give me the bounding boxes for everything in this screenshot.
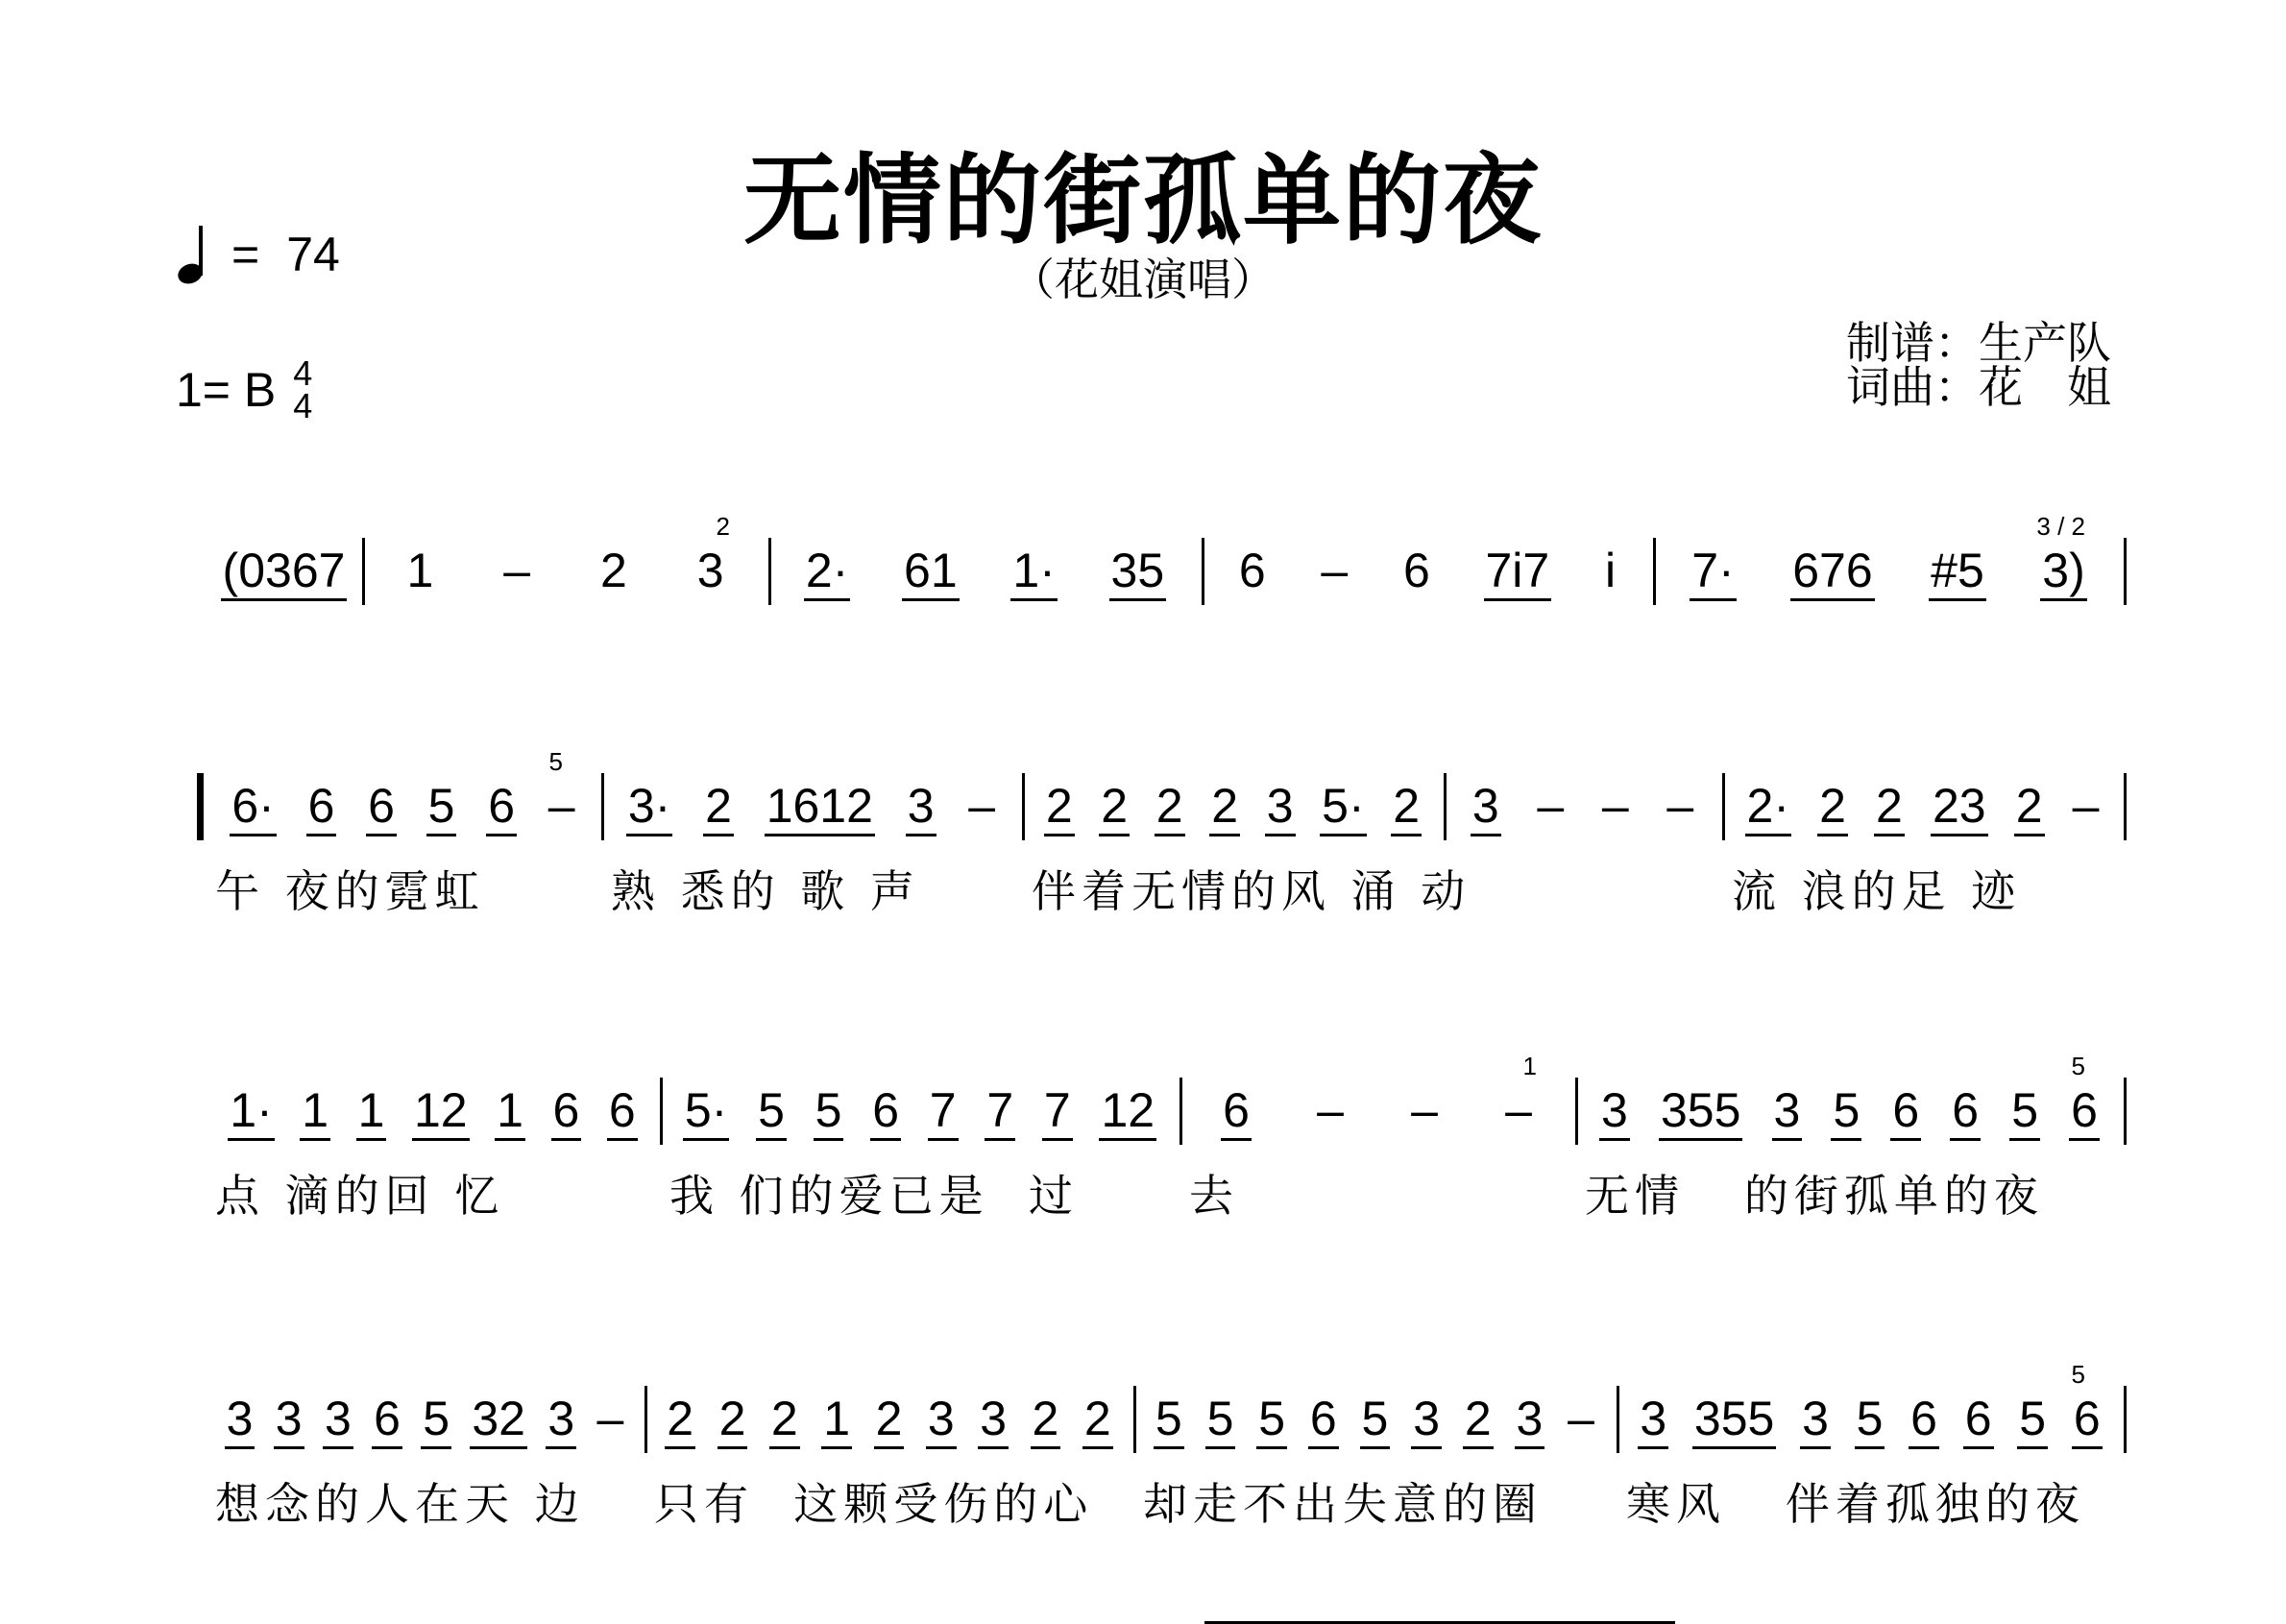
note: 3 [274, 1391, 304, 1449]
key-signature [176, 353, 313, 425]
measure [206, 1371, 644, 1563]
measure-notes [1211, 543, 1643, 601]
note: 7· [1690, 543, 1736, 601]
measure-notes [1143, 1391, 1607, 1449]
lyrics: 只有 这颗受伤的心 [654, 1478, 1094, 1530]
measure-notes [215, 1391, 635, 1449]
note: 3 [1638, 1391, 1668, 1449]
note: 5· [683, 1082, 729, 1141]
barline [2124, 773, 2127, 840]
note: 6 [1402, 544, 1430, 597]
note: 6 [2069, 1082, 2100, 1141]
measure-notes [1032, 778, 1434, 836]
time-signature [293, 353, 313, 425]
note: 1 [406, 544, 434, 597]
measure [768, 523, 1202, 715]
note: 6 [607, 1082, 638, 1141]
note: 676 [1790, 543, 1874, 601]
measure-notes [1663, 543, 2114, 601]
measure-notes [654, 1391, 1124, 1449]
note: 3 [323, 1391, 353, 1449]
note: – [547, 779, 575, 833]
note: 6 [486, 778, 517, 836]
note: 6 [372, 1391, 402, 1449]
note: 3 [1265, 778, 1296, 836]
note: – [1411, 1083, 1438, 1137]
measure [1444, 759, 1722, 951]
note: 1 [356, 1082, 387, 1141]
measure [1722, 759, 2124, 951]
note: 6 [306, 778, 337, 836]
note: – [596, 1392, 624, 1445]
measure-notes [215, 778, 592, 836]
note: 2 [1209, 778, 1240, 836]
song-title: 无情的街孤单的夜 [743, 144, 1543, 258]
note: 2 [1463, 1391, 1494, 1449]
grace-note: 2 [716, 512, 730, 541]
barline [2124, 538, 2127, 605]
note: 2 [599, 544, 627, 597]
note: 35 [1109, 543, 1167, 601]
barline [2124, 1078, 2127, 1145]
note: 6 [1221, 1082, 1252, 1141]
note: 3 [906, 778, 936, 836]
measure [644, 1371, 1133, 1563]
barline [2124, 1386, 2127, 1453]
lyrics: 熟 悉的 歌 声 [611, 865, 920, 917]
note: #5 [1929, 543, 1986, 601]
note: 3 [696, 544, 724, 597]
measure-notes [1189, 1082, 1566, 1141]
key-label: 1= B [176, 363, 277, 417]
score-row [0, 1052, 2286, 1255]
measure [1179, 1052, 1575, 1255]
lyrics: 伴着无情的风 涌 动 [1032, 865, 1471, 917]
note: 2 [717, 1391, 748, 1449]
note: 23 [1931, 778, 1988, 836]
note: 3 [1772, 1082, 1803, 1141]
note: 355 [1659, 1082, 1742, 1141]
score-row [0, 512, 2286, 715]
note: 5 [2009, 1082, 2040, 1141]
arranger-credit: 制谱：生产队 [1846, 317, 2111, 369]
note: 5 [421, 1391, 451, 1449]
note: 1612 [765, 778, 875, 836]
note: 1· [228, 1082, 274, 1141]
measure [1653, 512, 2124, 715]
note: 2 [1391, 778, 1422, 836]
tempo-bpm: 74 [286, 228, 340, 281]
measure-notes [778, 543, 1192, 601]
note: 6 [366, 778, 397, 836]
grace-note: 3 / 2 [2036, 512, 2085, 541]
tempo-marking [178, 226, 340, 283]
note: 3 [225, 1391, 255, 1449]
note: 2 [1082, 1391, 1113, 1449]
note: 2 [1155, 778, 1185, 836]
note: 5 [1831, 1082, 1861, 1141]
note: 7i7 [1484, 543, 1552, 601]
note: – [968, 779, 996, 833]
note: 5 [756, 1082, 787, 1141]
lyrics: 流 浪的足 迹 [1732, 865, 2022, 917]
note: 5· [1320, 778, 1366, 836]
note: 3 [1599, 1082, 1630, 1141]
measure [206, 747, 601, 951]
note: – [1537, 779, 1565, 833]
note: 7 [985, 1082, 1015, 1141]
measure-notes [1453, 778, 1713, 836]
measure-notes [1626, 1391, 2114, 1449]
note: 6 [1909, 1391, 1939, 1449]
lyrics-music-credit: 词曲：花 姐 [1846, 361, 2111, 413]
measure-notes [611, 778, 1012, 836]
measure [1202, 523, 1653, 715]
note: 6 [1950, 1082, 1981, 1141]
note: 6· [230, 778, 276, 836]
score-row [0, 747, 2286, 951]
note: i [1604, 544, 1617, 597]
tempo-equals: = [231, 228, 260, 281]
measure [206, 1063, 660, 1255]
note: – [1666, 779, 1694, 833]
note: – [1568, 1392, 1594, 1445]
measure [1575, 1052, 2124, 1255]
note: 3 [978, 1391, 1009, 1449]
note: 6 [870, 1082, 901, 1141]
lyrics: 想念的人在天 边 [215, 1478, 585, 1530]
note: 2 [1031, 1391, 1061, 1449]
note: 2 [665, 1391, 695, 1449]
note: – [1317, 1083, 1344, 1137]
note: 12 [1099, 1082, 1156, 1141]
note: 2 [1817, 778, 1848, 836]
note: 1· [1010, 543, 1057, 601]
note: 6 [1963, 1391, 1994, 1449]
score-row [0, 1360, 2286, 1563]
grace-note: 5 [2071, 1360, 2085, 1389]
note: 6 [551, 1082, 582, 1141]
note: 2 [769, 1391, 800, 1449]
lyrics: 去 [1189, 1170, 1239, 1222]
note: 2· [804, 543, 850, 601]
note: 2 [1044, 778, 1075, 836]
note: – [2072, 779, 2100, 833]
measure-notes [1585, 1082, 2114, 1141]
note: 1 [495, 1082, 525, 1141]
note: 2· [1745, 778, 1791, 836]
singer-credit: （花姐演唱） [1010, 254, 1276, 305]
note: 3 [1471, 778, 1501, 836]
measure [1022, 759, 1471, 951]
note: 5 [1360, 1391, 1391, 1449]
note: 5 [814, 1082, 844, 1141]
credits [1846, 317, 2111, 413]
note: 7 [928, 1082, 959, 1141]
grace-note: 5 [2071, 1052, 2085, 1080]
note: 12 [412, 1082, 470, 1141]
time-bottom: 4 [293, 386, 313, 425]
note: 6 [1308, 1391, 1339, 1449]
note: 3 [1411, 1391, 1442, 1449]
note: 3 [1515, 1391, 1545, 1449]
lyrics: 寒风 伴着孤独的夜 [1626, 1478, 2085, 1530]
grace-note: 5 [548, 747, 563, 776]
note: – [1601, 779, 1629, 833]
lyrics: 无情 的街孤单的夜 [1585, 1170, 2044, 1222]
note: 5 [426, 778, 457, 836]
note: 3) [2040, 543, 2086, 601]
note: 6 [2072, 1391, 2103, 1449]
note: 3 [546, 1391, 576, 1449]
note: – [1505, 1083, 1532, 1137]
note: 5 [1855, 1391, 1885, 1449]
note: 3 [1800, 1391, 1831, 1449]
lyrics: 点 滴的回 忆 [215, 1170, 505, 1222]
note: 2 [1099, 778, 1130, 836]
note: 5 [2017, 1391, 2048, 1449]
note: 1 [300, 1082, 330, 1141]
measure [362, 512, 768, 715]
note: 2 [2014, 778, 2045, 836]
measure-notes [215, 543, 353, 601]
measure [1133, 1371, 1617, 1563]
note: 7 [1042, 1082, 1073, 1141]
note: 355 [1692, 1391, 1776, 1449]
quarter-note-icon [178, 226, 205, 283]
note: 2 [703, 778, 734, 836]
lyrics: 却走不出失意的圈 [1143, 1478, 1543, 1530]
lyrics: 我 们的爱已是 过 [669, 1170, 1079, 1222]
time-top: 4 [293, 353, 313, 393]
note: 32 [470, 1391, 527, 1449]
measure [206, 523, 362, 715]
measure-notes [215, 1082, 650, 1141]
note: 5 [1154, 1391, 1184, 1449]
note: 3· [626, 778, 672, 836]
note: 1 [821, 1391, 852, 1449]
note: 3 [926, 1391, 957, 1449]
note: – [503, 544, 531, 597]
repeat-start-sign [197, 773, 204, 840]
note: 61 [902, 543, 960, 601]
note: (0367 [221, 543, 348, 601]
measure [660, 1063, 1179, 1255]
grace-note: 1 [1522, 1052, 1537, 1080]
measure-notes [669, 1082, 1170, 1141]
measure [601, 759, 1022, 951]
note: 5 [1256, 1391, 1287, 1449]
note: 2 [1874, 778, 1905, 836]
lyrics: 午 夜的霓虹 [215, 865, 485, 917]
note: 5 [1205, 1391, 1236, 1449]
note: 6 [1890, 1082, 1921, 1141]
measure [1617, 1360, 2124, 1563]
note: – [1321, 544, 1349, 597]
measure-notes [1732, 778, 2114, 836]
note: 2 [874, 1391, 905, 1449]
measure-notes [372, 543, 759, 598]
note: 6 [1238, 544, 1266, 597]
